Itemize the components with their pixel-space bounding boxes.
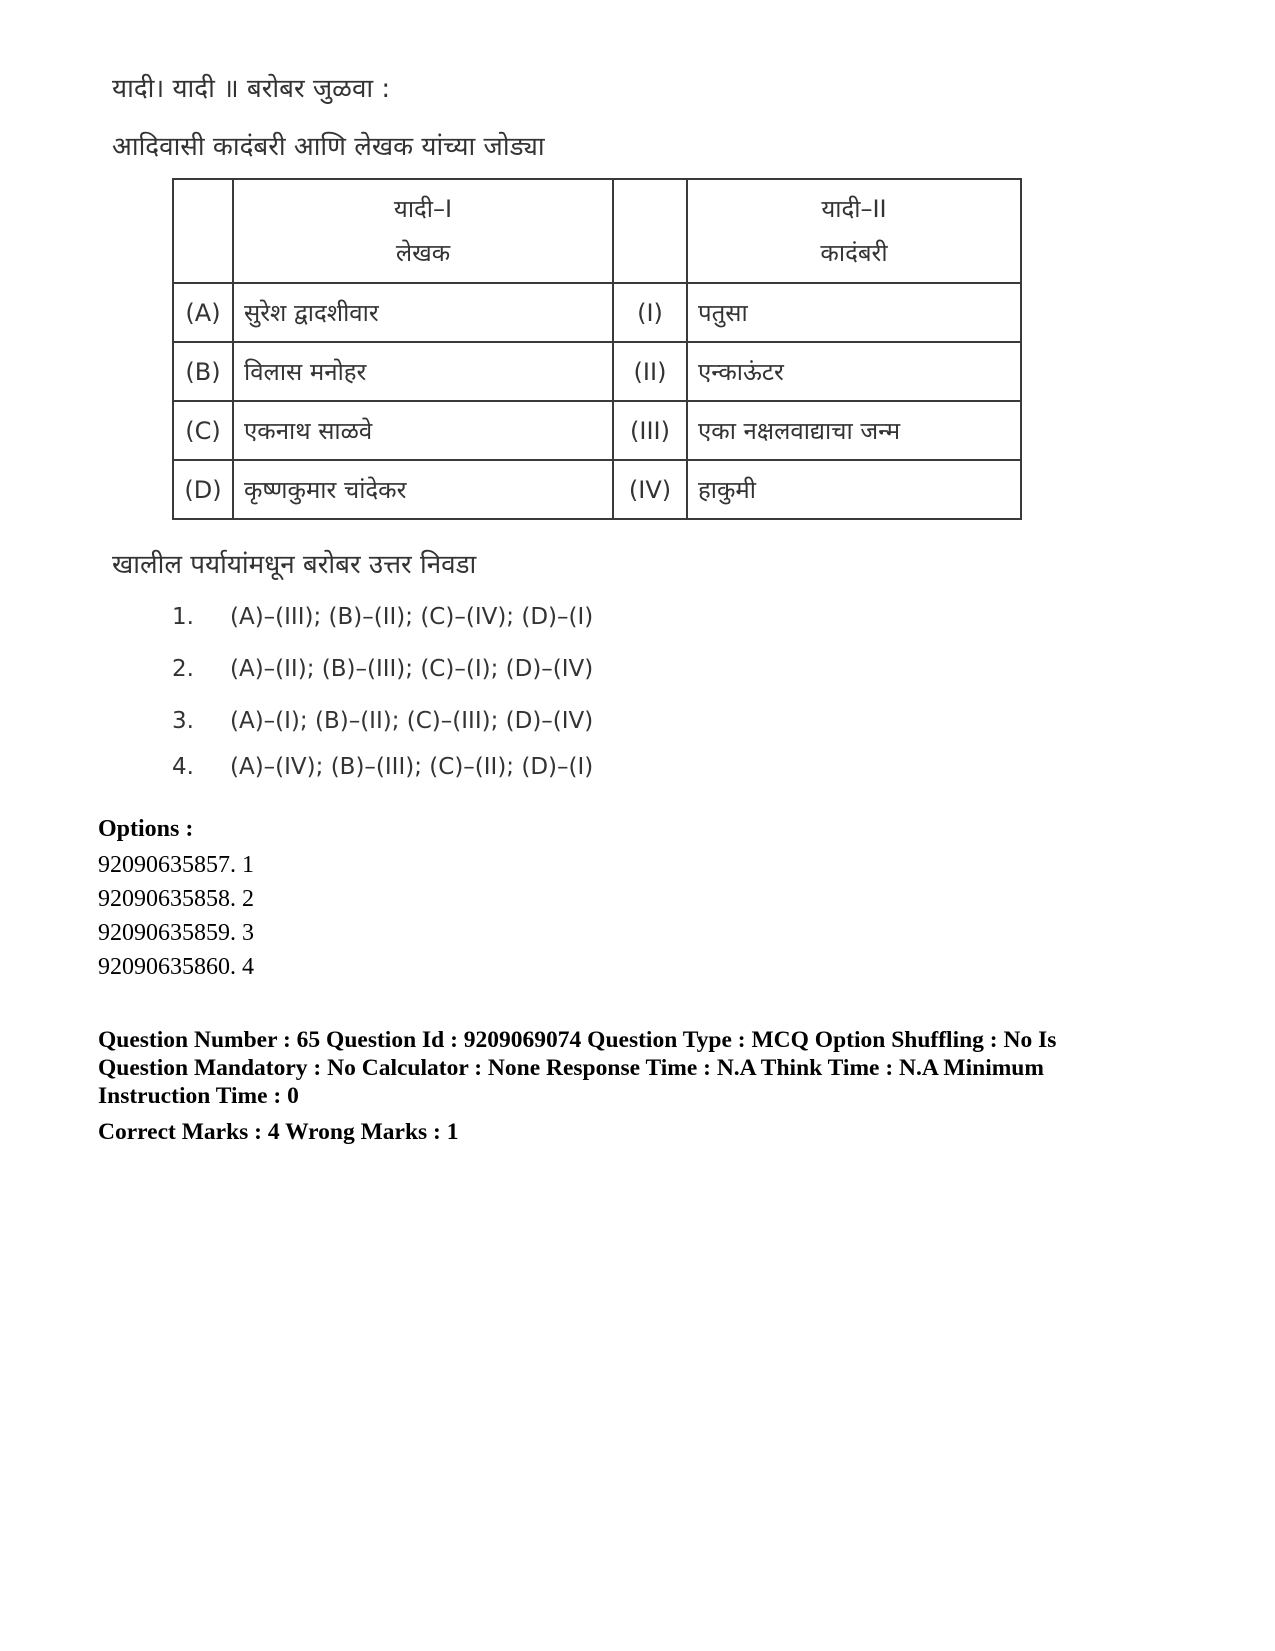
- table-row: [173, 283, 1021, 342]
- table-row: [173, 401, 1021, 460]
- row-num: (III): [613, 401, 687, 460]
- row-key: (A): [173, 283, 233, 342]
- row-novel: एन्काऊंटर: [687, 342, 1021, 401]
- option-item: 92090635857. 1: [98, 852, 254, 878]
- answer-number: 2.: [172, 656, 194, 682]
- answer-text: (A)–(IV); (B)–(III); (C)–(II); (D)–(I): [230, 754, 594, 780]
- header-empty-cell: [173, 179, 233, 283]
- row-key: (D): [173, 460, 233, 519]
- answer-number: 1.: [172, 604, 194, 630]
- option-item: 92090635858. 2: [98, 886, 254, 912]
- header-empty-cell: [613, 179, 687, 283]
- table-row: [173, 460, 1021, 519]
- table-row: [173, 342, 1021, 401]
- row-key: (C): [173, 401, 233, 460]
- row-novel: पतुसा: [687, 283, 1021, 342]
- row-author: कृष्णकुमार चांदेकर: [233, 460, 613, 519]
- row-author: सुरेश द्वादशीवार: [233, 283, 613, 342]
- question-topic: आदिवासी कादंबरी आणि लेखक यांच्या जोड्या: [112, 132, 545, 162]
- header-list-2: [687, 179, 1021, 283]
- row-key: (B): [173, 342, 233, 401]
- row-novel: एका नक्षलवाद्याचा जन्म: [687, 401, 1021, 460]
- answer-text: (A)–(III); (B)–(II); (C)–(IV); (D)–(I): [230, 604, 594, 630]
- option-item: 92090635859. 3: [98, 920, 254, 946]
- question-marks: Correct Marks : 4 Wrong Marks : 1: [98, 1119, 459, 1145]
- options-list: [98, 848, 254, 984]
- row-novel: हाकुमी: [687, 460, 1021, 519]
- table-header-row: [173, 179, 1021, 283]
- answer-number: 3.: [172, 708, 194, 734]
- header-list-1-title: यादी–I: [393, 195, 453, 223]
- options-title: Options :: [98, 816, 194, 842]
- header-list-1: [233, 179, 613, 283]
- answer-text: (A)–(I); (B)–(II); (C)–(III); (D)–(IV): [230, 708, 594, 734]
- row-author: एकनाथ साळवे: [233, 401, 613, 460]
- matching-table: [172, 178, 1022, 520]
- row-num: (II): [613, 342, 687, 401]
- answer-text: (A)–(II); (B)–(III); (C)–(I); (D)–(IV): [230, 656, 594, 682]
- row-author: विलास मनोहर: [233, 342, 613, 401]
- header-list-2-title: यादी–II: [821, 195, 887, 223]
- header-list-2-subtitle: कादंबरी: [820, 239, 888, 267]
- choose-prompt: खालील पर्यायांमधून बरोबर उत्तर निवडा: [112, 550, 477, 580]
- option-item: 92090635860. 4: [98, 954, 254, 980]
- header-list-1-subtitle: लेखक: [395, 239, 451, 267]
- answer-number: 4.: [172, 754, 194, 780]
- row-num: (I): [613, 283, 687, 342]
- question-metadata: Question Number : 65 Question Id : 9209069074 Question Type : MCQ Option Shuffling : No Is Question Mandatory : No Calculator : None Response Time : N.A Think Time : N.A Minimum Instruction Time : 0: [98, 1027, 1057, 1109]
- question-instruction: यादी। यादी ॥ बरोबर जुळवा :: [112, 74, 391, 104]
- row-num: (IV): [613, 460, 687, 519]
